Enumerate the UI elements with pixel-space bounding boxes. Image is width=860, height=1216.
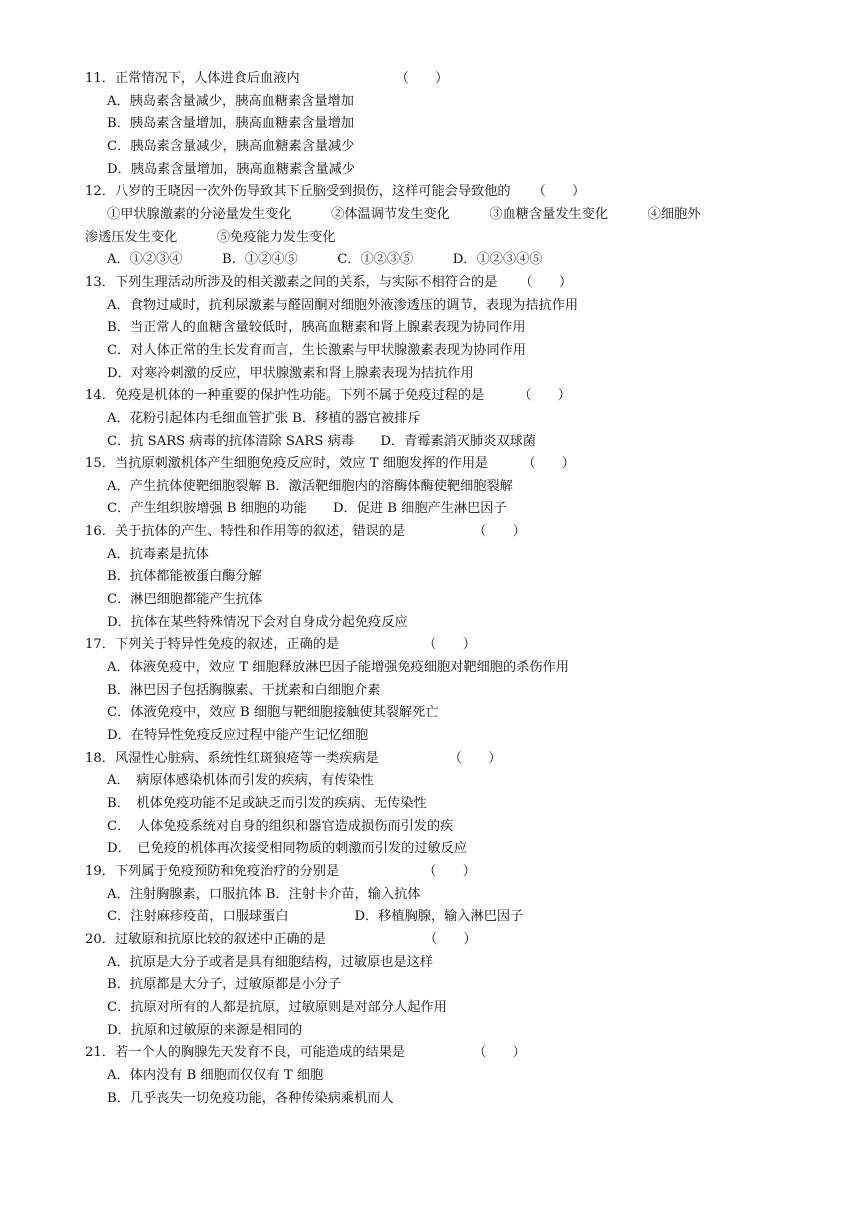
question-number: 15． — [85, 456, 115, 472]
option: A．体液免疫中，效应 T 细胞释放淋巴因子能增强免疫细胞对靶细胞的杀伤作用 — [107, 660, 569, 676]
options-row: A．①②③④ B．①②④⑤ C．①②③⑤ D．①②③④⑤ — [107, 252, 543, 268]
question-stem: 下列属于免疫预防和免疫治疗的分别是 — [114, 863, 340, 879]
question-number: 13． — [85, 274, 115, 290]
option: B．抗体都能被蛋白酶分解 — [107, 569, 262, 585]
statement-list-line: ①甲状腺激素的分泌量发生变化 ②体温调节发生变化 ③血糖含量发生变化 ④细胞外 — [107, 206, 701, 222]
question-18 — [85, 748, 805, 771]
question-stem: 若一个人的胸腺先天发育不良，可能造成的结果是 — [114, 1045, 406, 1061]
answer-blank: （ ） — [423, 863, 476, 879]
option: A．抗毒素是抗体 — [107, 546, 209, 562]
option: C．体液免疫中，效应 B 细胞与靶细胞接触使其裂解死亡 — [107, 705, 439, 721]
option: B．几乎丧失一切免疫功能，各种传染病乘机而人 — [107, 1090, 394, 1106]
question-number: 18． — [85, 750, 115, 766]
option: A．胰岛素含量减少，胰高血糖素含量增加 — [107, 93, 354, 109]
option: B．淋巴因子包括胸腺素、干扰素和白细胞介素 — [107, 682, 381, 698]
question-19 — [85, 861, 805, 884]
options-row: C．产生组织胺增强 B 细胞的功能 D．促进 B 细胞产生淋巴因子 — [107, 501, 507, 517]
question-number: 11． — [85, 71, 115, 86]
question-14 — [85, 385, 805, 408]
question-12 — [85, 181, 805, 204]
option: A．体内没有 B 细胞而仅仅有 T 细胞 — [107, 1067, 324, 1083]
option: C． 人体免疫系统对自身的组织和器官造成损伤而引发的疾 — [107, 818, 454, 834]
question-number: 17． — [85, 637, 115, 653]
option: D．在特异性免疫反应过程中能产生记忆细胞 — [107, 728, 369, 744]
question-number: 20． — [85, 931, 115, 947]
question-stem: 风湿性心脏病、系统性红斑狼疮等一类疾病是 — [114, 750, 379, 766]
option: D．抗体在某些特殊情况下会对自身成分起免疫反应 — [107, 614, 408, 630]
question-number: 16． — [85, 524, 115, 540]
option: D．胰岛素含量增加，胰高血糖素含量减少 — [107, 161, 355, 177]
answer-blank: （ ） — [532, 184, 586, 200]
answer-blank: （ ） — [519, 274, 573, 290]
options-row: A．花粉引起体内毛细血管扩张 B．移植的器官被排斥 — [107, 410, 421, 426]
question-stem: 下列生理活动所涉及的相关激素之间的关系，与实际不相符合的是 — [114, 274, 498, 290]
question-stem: 下列关于特异性免疫的叙述，正确的是 — [114, 637, 340, 653]
option: B．抗原都是大分子，过敏原都是小分子 — [107, 977, 341, 993]
answer-blank: （ ） — [473, 524, 526, 540]
question-stem: 免疫是机体的一种重要的保护性功能。下列不属于免疫过程的是 — [114, 388, 485, 404]
option: D．对寒冷刺激的反应，甲状腺激素和肾上腺素表现为拮抗作用 — [107, 365, 474, 381]
question-13 — [85, 272, 805, 295]
option: D． 已免疫的机体再次接受相同物质的刺激而引发的过敏反应 — [107, 841, 468, 857]
question-20 — [85, 929, 805, 952]
question-stem: 正常情况下，人体进食后血液内 — [114, 71, 300, 86]
option: C．抗原对所有的人都是抗原，过敏原则是对部分人起作用 — [107, 999, 447, 1015]
answer-blank: （ ） — [423, 931, 477, 947]
option: C．淋巴细胞都能产生抗体 — [107, 592, 263, 608]
question-17 — [85, 634, 805, 657]
answer-blank: （ ） — [395, 71, 449, 86]
statement-list-line: 渗透压发生变化 ⑤免疫能力发生变化 — [85, 229, 336, 245]
options-row: A．注射胸腺素，口服抗体 B．注射卡介苗，输入抗体 — [107, 886, 421, 902]
question-number: 21． — [85, 1045, 115, 1061]
option: A．抗原是大分子或者是具有细胞结构，过敏原也是这样 — [107, 954, 434, 970]
option: D．抗原和过敏原的来源是相同的 — [107, 1022, 303, 1038]
option: B．胰岛素含量增加，胰高血糖素含量增加 — [107, 116, 355, 132]
answer-blank: （ ） — [522, 456, 575, 472]
answer-blank: （ ） — [448, 750, 502, 766]
question-15 — [85, 453, 805, 476]
question-stem: 当抗原刺激机体产生细胞免疫反应时，效应 T 细胞发挥的作用是 — [114, 456, 489, 472]
question-stem: 八岁的王晓因一次外伤导致其下丘脑受到损伤，这样可能会导致他的 — [114, 184, 511, 200]
option: A．食物过咸时，抗利尿激素与醛固酮对细胞外液渗透压的调节，表现为拮抗作用 — [107, 297, 579, 313]
question-number: 19． — [85, 863, 115, 879]
question-stem: 过敏原和抗原比较的叙述中正确的是 — [114, 931, 326, 947]
option: B． 机体免疫功能不足或缺乏而引发的疾病、无传染性 — [107, 796, 427, 811]
options-row: A．产生抗体使靶细胞裂解 B．激活靶细胞内的溶酶体酶使靶细胞裂解 — [107, 478, 513, 494]
answer-blank: （ ） — [518, 388, 571, 404]
option: B．当正常人的血糖含量较低时，胰高血糖素和肾上腺素表现为协同作用 — [107, 320, 526, 336]
question-21 — [85, 1042, 805, 1065]
option: A． 病原体感染机体而引发的疾病，有传染性 — [107, 773, 374, 789]
options-row: C．注射麻疹疫苗，口服球蛋白 D．移植胸腺，输入淋巴因子 — [107, 909, 524, 925]
option: C．对人体正常的生长发育而言，生长激素与甲状腺激素表现为协同作用 — [107, 342, 526, 358]
answer-blank: （ ） — [423, 637, 476, 653]
question-11 — [85, 68, 805, 91]
question-number: 12． — [85, 184, 115, 200]
option: C．胰岛素含量减少，胰高血糖素含量减少 — [107, 138, 355, 154]
exam-page — [85, 68, 805, 1110]
question-16 — [85, 521, 805, 544]
question-stem: 关于抗体的产生、特性和作用等的叙述，错误的是 — [114, 524, 406, 540]
question-number: 14． — [85, 388, 115, 404]
options-row: C．抗 SARS 病毒的抗体清除 SARS 病毒 D．青霉素消灭肺炎双球菌 — [107, 433, 536, 449]
answer-blank: （ ） — [473, 1045, 526, 1061]
